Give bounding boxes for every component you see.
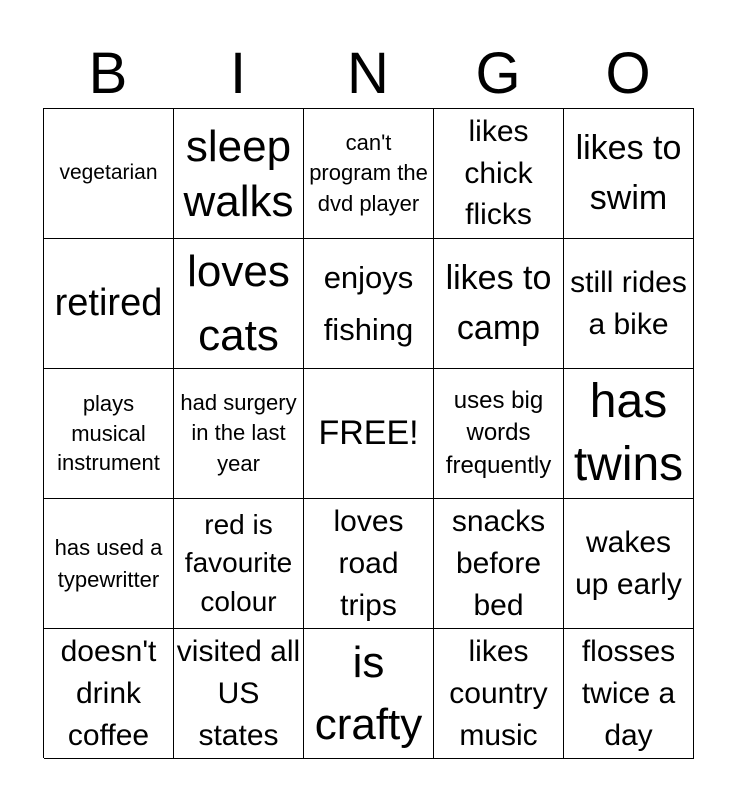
bingo-cell[interactable]: [564, 499, 694, 629]
header-letter-b: B: [88, 41, 128, 106]
bingo-cell[interactable]: [434, 499, 564, 629]
bingo-cell[interactable]: [564, 239, 694, 369]
cell-text: likes chick flicks: [464, 115, 533, 232]
header-letter-o: O: [605, 41, 651, 106]
cell-text: had surgery in the last year: [180, 389, 297, 476]
cell-text: is crafty: [314, 637, 423, 749]
cell-text: retired: [54, 281, 163, 324]
cell-text: visited all US states: [176, 634, 301, 752]
bingo-cell[interactable]: [564, 109, 694, 239]
bingo-cell[interactable]: [44, 109, 174, 239]
cell-text: likes to swim: [575, 129, 682, 217]
cell-text: still rides a bike: [570, 265, 687, 341]
cell-text: red is favourite colour: [184, 509, 293, 617]
bingo-cell[interactable]: [44, 369, 174, 499]
bingo-cell[interactable]: [304, 239, 434, 369]
cell-text: snacks before bed: [451, 504, 546, 622]
cell-text: likes to camp: [445, 259, 552, 347]
header-letter-n: N: [347, 41, 389, 106]
cell-text: likes country music: [449, 634, 548, 752]
cell-text: can't program the dvd player: [309, 129, 428, 216]
cell-text: plays musical instrument: [57, 390, 160, 476]
bingo-cell[interactable]: [44, 629, 174, 759]
cell-text: uses big words frequently: [445, 386, 552, 479]
bingo-cell[interactable]: [304, 629, 434, 759]
cell-text: loves cats: [187, 246, 290, 360]
cell-text: doesn't drink coffee: [60, 634, 157, 752]
bingo-header: [43, 40, 693, 108]
cell-text: flosses twice a day: [581, 634, 676, 752]
cell-text: sleep walks: [183, 121, 294, 226]
header-letter-i: I: [229, 41, 247, 106]
bingo-cell[interactable]: [304, 369, 434, 499]
cell-text: wakes up early: [575, 525, 682, 601]
bingo-cell[interactable]: [174, 369, 304, 499]
bingo-cell[interactable]: [564, 369, 694, 499]
cell-text: has twins: [573, 375, 684, 491]
bingo-cell[interactable]: [174, 629, 304, 759]
cell-text: vegetarian: [59, 161, 158, 185]
bingo-cell[interactable]: [44, 499, 174, 629]
cell-text: enjoys fishing: [323, 260, 414, 347]
bingo-cell[interactable]: [434, 629, 564, 759]
cell-text: loves road trips: [333, 504, 404, 622]
bingo-cell[interactable]: [434, 239, 564, 369]
bingo-cell[interactable]: [304, 109, 434, 239]
bingo-cell[interactable]: [564, 629, 694, 759]
bingo-cell[interactable]: [44, 239, 174, 369]
bingo-cell[interactable]: [434, 109, 564, 239]
header-letter-g: G: [475, 41, 521, 106]
bingo-cell[interactable]: [174, 499, 304, 629]
bingo-cell[interactable]: [434, 369, 564, 499]
cell-text: FREE!: [318, 413, 419, 452]
cell-text: has used a typewritter: [54, 534, 163, 592]
bingo-cell[interactable]: [304, 499, 434, 629]
bingo-board: [43, 108, 694, 758]
bingo-cell[interactable]: [174, 109, 304, 239]
bingo-cell[interactable]: [174, 239, 304, 369]
